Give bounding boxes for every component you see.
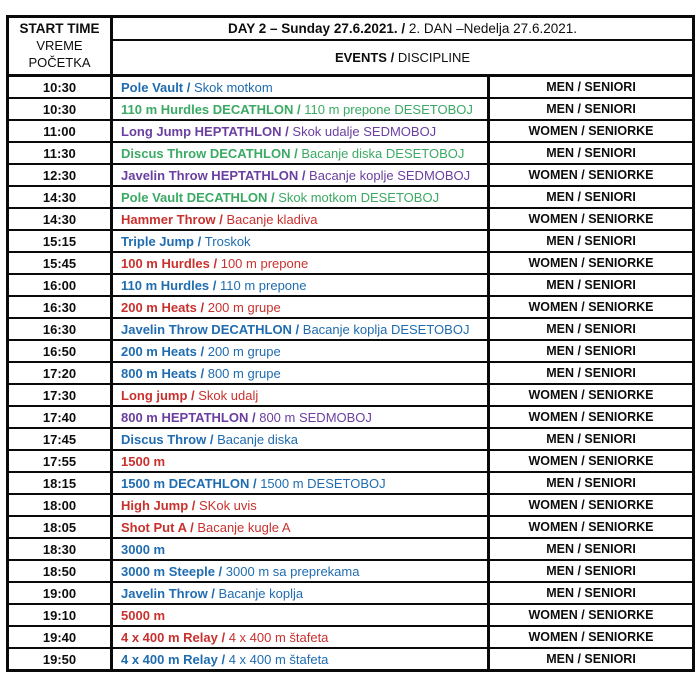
gender-category: WOMEN / SENIORKE: [489, 164, 694, 186]
schedule-table: [6, 15, 695, 672]
start-time-header: [8, 17, 112, 76]
gender-category: MEN / SENIORI: [489, 274, 694, 296]
gender-category: MEN / SENIORI: [489, 428, 694, 450]
start-time-value: 19:40: [8, 626, 112, 648]
event-name-en: Javelin Throw /: [121, 585, 219, 601]
start-time-value: 19:00: [8, 582, 112, 604]
event-name-local: 4 x 400 m štafeta: [228, 629, 329, 645]
event-name-local: Bacanje koplja DESETOBOJ: [302, 321, 470, 337]
table-row: [8, 142, 694, 164]
event-name-local: 110 m prepone DESETOBOJ: [304, 101, 473, 117]
gender-category: MEN / SENIORI: [489, 362, 694, 384]
event-name-local: 200 m grupe: [207, 299, 281, 315]
start-time-value: 19:10: [8, 604, 112, 626]
start-time-subtitle-1: VREME: [36, 37, 83, 53]
table-row: [8, 582, 694, 604]
event-cell: [112, 494, 489, 516]
event-cell: [112, 560, 489, 582]
start-time-value: 16:50: [8, 340, 112, 362]
gender-category: MEN / SENIORI: [489, 318, 694, 340]
gender-category: MEN / SENIORI: [489, 538, 694, 560]
event-name-en: Long Jump HEPTATHLON /: [121, 123, 293, 139]
gender-category: MEN / SENIORI: [489, 340, 694, 362]
event-name-local: 4 x 400 m štafeta: [228, 651, 329, 667]
start-time-value: 17:55: [8, 450, 112, 472]
table-row: [8, 318, 694, 340]
event-name-en: 4 x 400 m Relay /: [121, 651, 229, 667]
table-row: [8, 428, 694, 450]
event-name-local: Skok udalj: [198, 387, 259, 403]
event-name-local: Skok motkom DESETOBOJ: [278, 189, 440, 205]
event-name-en: Discus Throw DECATHLON /: [121, 145, 302, 161]
gender-category: WOMEN / SENIORKE: [489, 252, 694, 274]
event-cell: [112, 120, 489, 142]
event-cell: [112, 604, 489, 626]
gender-category: WOMEN / SENIORKE: [489, 384, 694, 406]
start-time-value: 16:30: [8, 318, 112, 340]
event-name-en: 1500 m DECATHLON /: [121, 475, 261, 491]
event-name-en: Hammer Throw /: [121, 211, 227, 227]
gender-category: WOMEN / SENIORKE: [489, 208, 694, 230]
event-cell: [112, 472, 489, 494]
event-name-en: High Jump /: [121, 497, 199, 513]
gender-category: WOMEN / SENIORKE: [489, 494, 694, 516]
start-time-value: 17:30: [8, 384, 112, 406]
day-header: [112, 17, 694, 41]
start-time-value: 14:30: [8, 186, 112, 208]
table-row: [8, 252, 694, 274]
gender-category: MEN / SENIORI: [489, 648, 694, 671]
start-time-value: 19:50: [8, 648, 112, 671]
table-row: [8, 604, 694, 626]
event-name-en: Javelin Throw DECATHLON /: [121, 321, 303, 337]
start-time-value: 11:00: [8, 120, 112, 142]
table-row: [8, 648, 694, 671]
event-name-en: 200 m Heats /: [121, 343, 208, 359]
table-row: [8, 164, 694, 186]
table-body: [8, 76, 694, 671]
table-row: [8, 560, 694, 582]
gender-category: WOMEN / SENIORKE: [489, 626, 694, 648]
table-row: [8, 450, 694, 472]
gender-category: MEN / SENIORI: [489, 472, 694, 494]
event-name-local: Bacanje koplje SEDMOBOJ: [309, 167, 471, 183]
event-name-en: 5000 m: [121, 607, 166, 623]
start-time-value: 17:45: [8, 428, 112, 450]
event-name-local: 100 m prepone: [220, 255, 309, 271]
table-row: [8, 120, 694, 142]
event-name-en: Pole Vault DECATHLON /: [121, 189, 279, 205]
start-time-value: 10:30: [8, 76, 112, 99]
event-cell: [112, 648, 489, 671]
table-row: [8, 208, 694, 230]
event-name-en: 200 m Heats /: [121, 299, 208, 315]
event-cell: [112, 318, 489, 340]
event-name-en: Javelin Throw HEPTATHLON /: [121, 167, 310, 183]
event-cell: [112, 406, 489, 428]
event-name-en: Long jump /: [121, 387, 199, 403]
event-cell: [112, 230, 489, 252]
event-cell: [112, 450, 489, 472]
start-time-value: 18:05: [8, 516, 112, 538]
table-row: [8, 98, 694, 120]
event-name-local: 110 m prepone: [220, 277, 307, 293]
event-cell: [112, 98, 489, 120]
event-name-local: Bacanje kladiva: [226, 211, 318, 227]
event-name-local: Bacanje diska: [217, 431, 299, 447]
start-time-subtitle-2: POČETKA: [28, 54, 91, 70]
event-name-local: Bacanje koplja: [218, 585, 304, 601]
day-title-regular: 2. DAN –Nedelja 27.6.2021.: [405, 21, 577, 36]
event-name-en: 3000 m: [121, 541, 166, 557]
start-time-value: 12:30: [8, 164, 112, 186]
start-time-value: 10:30: [8, 98, 112, 120]
event-name-local: 800 m SEDMOBOJ: [259, 409, 372, 425]
event-name-en: 4 x 400 m Relay /: [121, 629, 229, 645]
day-title-bold: DAY 2 – Sunday 27.6.2021. /: [228, 21, 406, 36]
event-name-local: SKok uvis: [199, 497, 257, 513]
event-name-en: 800 m Heats /: [121, 365, 208, 381]
event-name-en: 110 m Hurdles /: [121, 277, 220, 293]
start-time-title: START TIME: [19, 21, 100, 37]
start-time-value: 17:40: [8, 406, 112, 428]
event-name-en: Discus Throw /: [121, 431, 218, 447]
event-cell: [112, 208, 489, 230]
table-row: [8, 494, 694, 516]
table-row: [8, 626, 694, 648]
event-name-en: Shot Put A /: [121, 519, 198, 535]
event-cell: [112, 384, 489, 406]
events-header: [112, 40, 694, 76]
gender-category: MEN / SENIORI: [489, 98, 694, 120]
start-time-value: 15:15: [8, 230, 112, 252]
table-row: [8, 296, 694, 318]
event-cell: [112, 516, 489, 538]
gender-category: WOMEN / SENIORKE: [489, 120, 694, 142]
table-row: [8, 340, 694, 362]
event-name-en: 1500 m: [121, 453, 166, 469]
gender-category: MEN / SENIORI: [489, 142, 694, 164]
start-time-value: 18:30: [8, 538, 112, 560]
event-name-local: Troskok: [204, 233, 251, 249]
gender-category: MEN / SENIORI: [489, 186, 694, 208]
table-row: [8, 76, 694, 99]
table-row: [8, 516, 694, 538]
start-time-value: 17:20: [8, 362, 112, 384]
event-name-local: 200 m grupe: [207, 343, 281, 359]
start-time-value: 18:50: [8, 560, 112, 582]
event-cell: [112, 252, 489, 274]
events-title-regular: DISCIPLINE: [394, 50, 471, 65]
table-row: [8, 406, 694, 428]
event-cell: [112, 362, 489, 384]
table-row: [8, 362, 694, 384]
start-time-value: 11:30: [8, 142, 112, 164]
start-time-value: 16:30: [8, 296, 112, 318]
gender-category: WOMEN / SENIORKE: [489, 406, 694, 428]
start-time-value: 14:30: [8, 208, 112, 230]
event-name-local: 3000 m sa preprekama: [225, 563, 360, 579]
start-time-value: 16:00: [8, 274, 112, 296]
events-title-bold: EVENTS /: [334, 50, 395, 65]
event-name-en: 800 m HEPTATHLON /: [121, 409, 260, 425]
table-row: [8, 274, 694, 296]
event-name-en: 110 m Hurdles DECATHLON /: [121, 101, 305, 117]
gender-category: MEN / SENIORI: [489, 76, 694, 99]
event-name-en: 100 m Hurdles /: [121, 255, 221, 271]
gender-category: WOMEN / SENIORKE: [489, 296, 694, 318]
gender-category: WOMEN / SENIORKE: [489, 604, 694, 626]
event-cell: [112, 428, 489, 450]
event-cell: [112, 274, 489, 296]
event-name-local: Bacanje kugle A: [197, 519, 291, 535]
event-name-local: Bacanje diska DESETOBOJ: [301, 145, 465, 161]
event-name-en: 3000 m Steeple /: [121, 563, 226, 579]
table-row: [8, 230, 694, 252]
gender-category: MEN / SENIORI: [489, 560, 694, 582]
gender-category: WOMEN / SENIORKE: [489, 516, 694, 538]
table-header: [8, 17, 694, 76]
event-cell: [112, 582, 489, 604]
gender-category: MEN / SENIORI: [489, 230, 694, 252]
event-cell: [112, 626, 489, 648]
gender-category: MEN / SENIORI: [489, 582, 694, 604]
event-name-local: Skok motkom: [193, 79, 273, 95]
event-cell: [112, 164, 489, 186]
start-time-value: 18:15: [8, 472, 112, 494]
event-name-en: Triple Jump /: [121, 233, 205, 249]
event-cell: [112, 76, 489, 99]
event-name-local: Skok udalje SEDMOBOJ: [292, 123, 437, 139]
event-cell: [112, 142, 489, 164]
event-name-en: Pole Vault /: [121, 79, 194, 95]
start-time-value: 15:45: [8, 252, 112, 274]
event-name-local: 800 m grupe: [207, 365, 281, 381]
event-cell: [112, 186, 489, 208]
start-time-value: 18:00: [8, 494, 112, 516]
gender-category: WOMEN / SENIORKE: [489, 450, 694, 472]
event-cell: [112, 296, 489, 318]
table-row: [8, 538, 694, 560]
table-row: [8, 384, 694, 406]
event-name-local: 1500 m DESETOBOJ: [260, 475, 386, 491]
event-cell: [112, 340, 489, 362]
event-cell: [112, 538, 489, 560]
table-row: [8, 472, 694, 494]
table-row: [8, 186, 694, 208]
